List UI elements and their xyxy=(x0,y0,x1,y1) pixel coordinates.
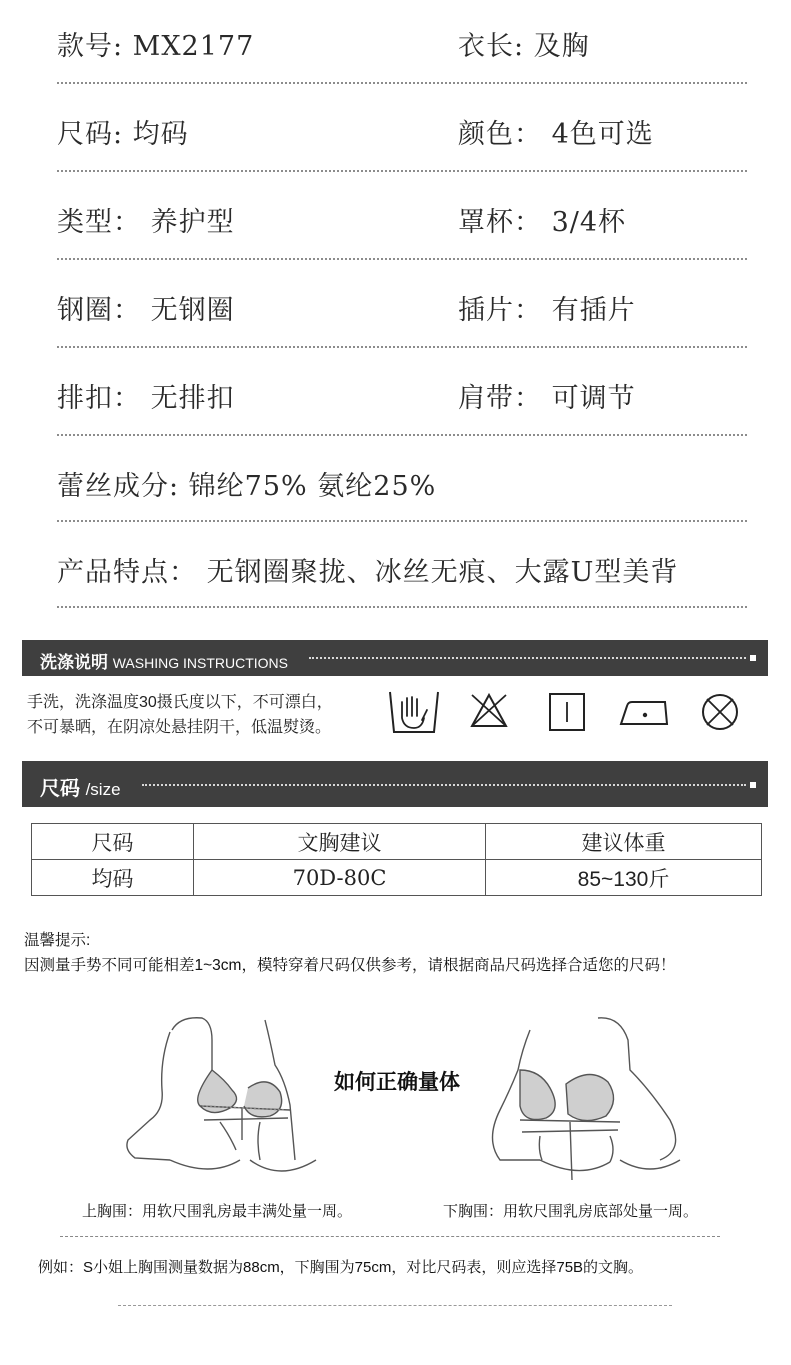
spec-clasp: 排扣： 无排扣 xyxy=(57,383,235,414)
spec-type: 类型： 养护型 xyxy=(57,207,235,238)
spec-size: 尺码: 均码 xyxy=(57,119,189,150)
spec-style-no: 款号: MX2177 xyxy=(57,31,255,62)
table-header-cell: 尺码 xyxy=(32,824,194,860)
washing-header-bar xyxy=(22,640,768,676)
spec-wire: 钢圈： 无钢圈 xyxy=(57,295,235,326)
washing-instructions: 手洗，洗涤温度30摄氏度以下，不可漂白， 不可暴晒，在阴凉处悬挂阴干，低温熨烫。 xyxy=(27,694,333,736)
measure-example: 例如：S小姐上胸围测量数据为88cm，下胸围为75cm，对比尺码表，则应选择75B的文胸。 xyxy=(38,1259,644,1276)
size-table xyxy=(31,823,762,896)
divider xyxy=(57,434,747,436)
divider xyxy=(57,82,747,84)
table-cell: 85~130斤 xyxy=(486,860,762,896)
tips-text: 因测量手势不同可能相差1~3cm，模特穿着尺码仅供参考，请根据商品尺码选择合适您的尺码！ xyxy=(24,957,676,974)
upper-bust-caption: 上胸围：用软尺围乳房最丰满处量一周。 xyxy=(82,1203,353,1220)
table-header-cell: 文胸建议 xyxy=(194,824,486,860)
divider xyxy=(57,258,747,260)
no-bleach-icon xyxy=(469,692,509,730)
washing-subtitle: WASHING INSTRUCTIONS xyxy=(112,655,288,671)
hand-wash-icon xyxy=(386,688,442,736)
washing-title: 洗涤说明 xyxy=(40,653,108,672)
table-header-cell: 建议体重 xyxy=(486,824,762,860)
divider xyxy=(57,170,747,172)
spec-pad: 插片： 有插片 xyxy=(458,295,636,326)
divider xyxy=(57,346,747,348)
size-subtitle: /size xyxy=(85,780,121,799)
spec-strap: 肩带： 可调节 xyxy=(458,383,636,414)
table-cell: 70D-80C xyxy=(194,860,486,896)
spec-color: 颜色： 4色可选 xyxy=(458,119,654,150)
tips-label: 温馨提示: xyxy=(24,932,91,949)
table-row xyxy=(32,860,762,896)
size-header-bar xyxy=(22,761,768,807)
no-dry-clean-icon xyxy=(700,692,740,732)
table-header-row xyxy=(32,824,762,860)
lower-bust-illustration xyxy=(480,1010,690,1188)
spec-length: 衣长: 及胸 xyxy=(458,31,590,62)
spec-lace: 蕾丝成分: 锦纶75% 氨纶25% xyxy=(57,471,437,502)
divider xyxy=(60,1236,720,1237)
divider xyxy=(57,520,747,522)
line-dry-icon xyxy=(548,692,586,732)
size-title: 尺码 xyxy=(40,778,80,800)
table-cell: 均码 xyxy=(32,860,194,896)
lower-bust-caption: 下胸围：用软尺围乳房底部处量一周。 xyxy=(443,1203,699,1220)
divider xyxy=(118,1305,672,1306)
upper-bust-illustration xyxy=(120,1010,320,1188)
spec-cup: 罩杯： 3/4杯 xyxy=(458,207,627,238)
spec-features: 产品特点： 无钢圈聚拢、冰丝无痕、大露U型美背 xyxy=(57,557,679,588)
measure-title: 如何正确量体 xyxy=(334,1071,460,1094)
divider xyxy=(57,606,747,608)
low-iron-icon xyxy=(618,696,670,728)
